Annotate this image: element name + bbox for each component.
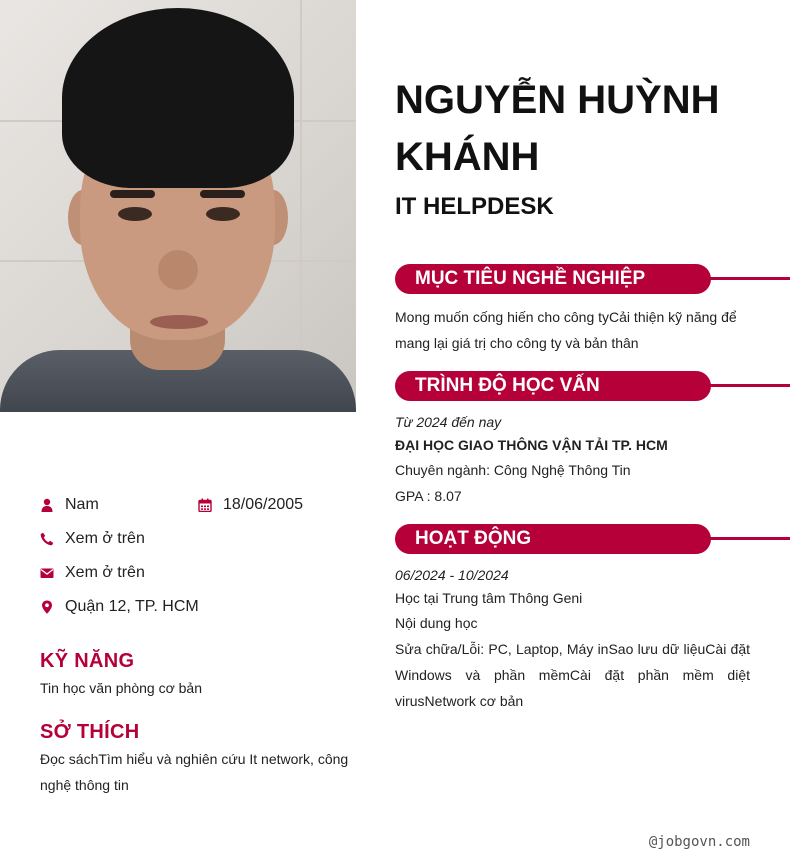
person-icon <box>40 498 54 512</box>
activities-period: 06/2024 - 10/2024 <box>395 567 509 583</box>
email-value: Xem ở trên <box>65 564 145 581</box>
job-title: IT HELPDESK <box>395 193 554 220</box>
education-school: ĐẠI HỌC GIAO THÔNG VẬN TẢI TP. HCM <box>395 437 668 453</box>
section-divider <box>705 277 790 280</box>
activities-place: Học tại Trung tâm Thông Geni <box>395 590 583 606</box>
phone-value: Xem ở trên <box>65 530 145 547</box>
address-value: Quận 12, TP. HCM <box>65 598 199 615</box>
photo-brow <box>200 190 245 198</box>
objective-section-header <box>395 264 790 294</box>
location-icon <box>40 600 54 614</box>
birthday-value: 18/06/2005 <box>223 496 304 513</box>
photo-eye <box>118 207 152 221</box>
education-section-header <box>395 371 790 401</box>
email-row <box>40 564 145 582</box>
photo-mouth <box>150 315 208 329</box>
skills-heading: KỸ NĂNG <box>40 650 135 672</box>
phone-icon <box>40 532 54 546</box>
education-major: Chuyên ngành: Công Nghệ Thông Tin <box>395 462 631 478</box>
activities-content: Sửa chữa/Lỗi: PC, Laptop, Máy inSao lưu dữ liệuCài đặt Windows và phần mềmCài đặt phần mềm diệt virusNetwork cơ bản <box>395 641 750 709</box>
section-divider <box>705 384 790 387</box>
hobbies-text: Đọc sáchTìm hiểu và nghiên cứu It network, công nghệ thông tin <box>40 751 349 793</box>
education-period: Từ 2024 đến nay <box>395 414 502 430</box>
education-heading: TRÌNH ĐỘ HỌC VẤN <box>415 375 600 396</box>
objective-text: Mong muốn cống hiến cho công tyCải thiện kỹ năng để mang lại giá trị cho công ty và bản thân <box>395 309 737 351</box>
address-row <box>40 598 199 616</box>
section-divider <box>705 537 790 540</box>
photo-hair <box>62 8 294 188</box>
skills-text: Tin học văn phòng cơ bản <box>40 680 202 696</box>
photo-nose <box>158 250 198 290</box>
photo-eye <box>206 207 240 221</box>
phone-row <box>40 530 145 548</box>
section-bar <box>395 264 711 294</box>
photo-brow <box>110 190 155 198</box>
candidate-name: NGUYỄN HUỲNH KHÁNH <box>395 78 720 179</box>
gender-row <box>40 496 99 514</box>
mail-icon <box>40 566 54 580</box>
activities-section-header <box>395 524 790 554</box>
gender-value: Nam <box>65 496 99 513</box>
calendar-icon <box>198 498 212 512</box>
section-bar <box>395 371 711 401</box>
profile-photo <box>0 0 356 412</box>
activities-content-label: Nội dung học <box>395 615 478 631</box>
activities-heading: HOẠT ĐỘNG <box>415 528 532 549</box>
hobbies-heading: SỞ THÍCH <box>40 721 140 743</box>
section-bar <box>395 524 711 554</box>
objective-heading: MỤC TIÊU NGHỀ NGHIỆP <box>415 268 646 289</box>
birthday-row <box>198 496 303 514</box>
footer-watermark: @jobgovn.com <box>648 834 750 850</box>
education-gpa: GPA : 8.07 <box>395 488 462 504</box>
